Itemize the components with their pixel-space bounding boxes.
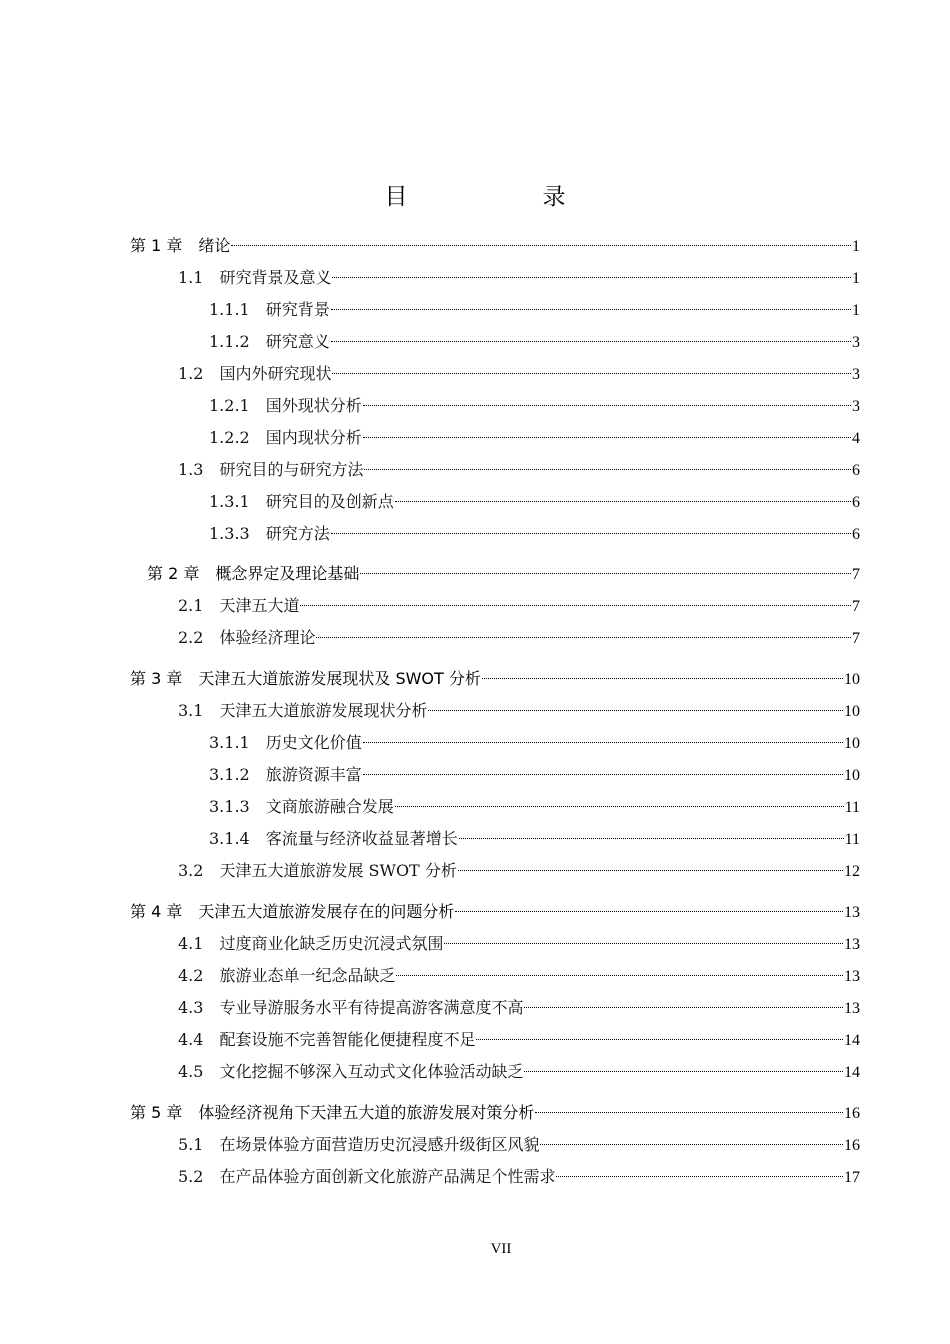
dot-leader [363,774,843,775]
toc-entry-label: 3.1.1 历史文化价值 [209,733,362,752]
toc-entry-label: 1.2 国内外研究现状 [178,364,332,383]
dot-leader [540,1144,843,1145]
dot-leader [316,637,851,638]
toc-page-number: 16 [844,1137,860,1154]
dot-leader [363,437,851,438]
toc-page-number: 7 [852,630,860,647]
toc-page-number: 13 [844,936,860,953]
dot-leader [444,943,843,944]
toc-section-entry[interactable] [178,1028,860,1052]
toc-section-entry[interactable] [178,699,860,723]
dot-leader [363,742,843,743]
toc-entry-label: 第 1 章 绪论 [130,236,231,255]
dot-leader [459,838,844,839]
toc-page-number: 7 [852,566,860,583]
dot-leader [524,1071,843,1072]
toc-page-number: 1 [852,238,860,255]
toc-chapter-entry[interactable] [130,234,860,258]
toc-section-entry[interactable] [178,964,860,988]
toc-section-entry[interactable] [209,827,860,851]
dot-leader [331,533,851,534]
toc-section-entry[interactable] [209,330,860,354]
toc-page-number: 1 [852,270,860,287]
toc-page-number: 6 [852,526,860,543]
dot-leader [535,1112,843,1113]
toc-entry-label: 3.1.4 客流量与经济收益显著增长 [209,829,458,848]
toc-entry-label: 4.4 配套设施不完善智能化便捷程度不足 [178,1030,476,1049]
toc-page-number: 10 [844,703,860,720]
toc-page-number: 17 [844,1169,860,1186]
dot-leader [524,1007,843,1008]
toc-section-entry[interactable] [209,795,860,819]
toc-section-entry[interactable] [178,362,860,386]
toc-section-entry[interactable] [209,426,860,450]
toc-section-entry[interactable] [178,1060,860,1084]
dot-leader [363,405,851,406]
toc-section-entry[interactable] [178,594,860,618]
toc-entry-label: 1.3 研究目的与研究方法 [178,460,364,479]
toc-entry-label: 第 4 章 天津五大道旅游发展存在的问题分析 [130,902,455,921]
toc-section-entry[interactable] [178,859,860,883]
toc-section-entry[interactable] [178,266,860,290]
toc-page-number: 10 [844,671,860,688]
dot-leader [428,710,843,711]
toc-section-entry[interactable] [209,394,860,418]
dot-leader [395,806,844,807]
toc-chapter-entry[interactable] [147,562,860,586]
toc-entry-label: 4.2 旅游业态单一纪念品缺乏 [178,966,396,985]
toc-entry-label: 4.3 专业导游服务水平有待提高游客满意度不高 [178,998,524,1017]
toc-page-number: 1 [852,302,860,319]
toc-entry-label: 2.1 天津五大道 [178,596,300,615]
page-title: 目 录 [384,184,622,210]
toc-entry-label: 3.1.2 旅游资源丰富 [209,765,362,784]
toc-entry-label: 1.3.3 研究方法 [209,524,330,543]
toc-section-entry[interactable] [209,298,860,322]
dot-leader [476,1039,843,1040]
toc-page-number: 13 [844,968,860,985]
toc-section-entry[interactable] [209,731,860,755]
toc-section-entry[interactable] [178,626,860,650]
toc-section-entry[interactable] [178,932,860,956]
toc-page-number: 16 [844,1105,860,1122]
dot-leader [396,975,843,976]
dot-leader [300,605,851,606]
dot-leader [458,870,843,871]
toc-entry-label: 1.2.2 国内现状分析 [209,428,362,447]
toc-entry-label: 第 5 章 体验经济视角下天津五大道的旅游发展对策分析 [130,1103,535,1122]
toc-entry-label: 3.1.3 文商旅游融合发展 [209,797,394,816]
toc-entry-label: 1.2.1 国外现状分析 [209,396,362,415]
toc-section-entry[interactable] [178,1133,860,1157]
toc-entry-label: 1.1.1 研究背景 [209,300,330,319]
toc-page-number: 6 [852,462,860,479]
dot-leader [482,678,843,679]
toc-entry-label: 5.1 在场景体验方面营造历史沉浸感升级街区风貌 [178,1135,540,1154]
toc-chapter-entry[interactable] [130,900,860,924]
toc-page-number: 3 [852,398,860,415]
dot-leader [360,573,851,574]
toc-section-entry[interactable] [178,996,860,1020]
toc-entry-label: 3.1 天津五大道旅游发展现状分析 [178,701,428,720]
toc-entry-label: 4.5 文化挖掘不够深入互动式文化体验活动缺乏 [178,1062,524,1081]
toc-page-number: 10 [844,767,860,784]
toc-entry-label: 5.2 在产品体验方面创新文化旅游产品满足个性需求 [178,1167,556,1186]
toc-section-entry[interactable] [209,522,860,546]
toc-page-number: 6 [852,494,860,511]
toc-page-number: 3 [852,334,860,351]
toc-page-number: 14 [844,1032,860,1049]
dot-leader [395,501,851,502]
toc-entry-label: 4.1 过度商业化缺乏历史沉浸式氛围 [178,934,444,953]
toc-chapter-entry[interactable] [130,1101,860,1125]
toc-entry-label: 第 3 章 天津五大道旅游发展现状及 SWOT 分析 [130,669,481,688]
dot-leader [331,341,851,342]
toc-entry-label: 1.1.2 研究意义 [209,332,330,351]
dot-leader [332,277,851,278]
dot-leader [364,469,851,470]
toc-page-number: 4 [852,430,860,447]
toc-page-number: 13 [844,1000,860,1017]
dot-leader [556,1176,843,1177]
toc-entry-label: 3.2 天津五大道旅游发展 SWOT 分析 [178,861,457,880]
toc-page-number: 11 [844,831,860,848]
toc-entry-label: 1.3.1 研究目的及创新点 [209,492,394,511]
toc-entry-label: 第 2 章 概念界定及理论基础 [147,564,360,583]
toc-section-entry[interactable] [178,1165,860,1189]
toc-page-number: 11 [844,799,860,816]
toc-section-entry[interactable] [178,458,860,482]
page-number-footer: VII [490,1241,512,1257]
dot-leader [231,245,851,246]
toc-entry-label: 1.1 研究背景及意义 [178,268,332,287]
toc-section-entry[interactable] [209,490,860,514]
toc-page-number: 12 [844,863,860,880]
toc-section-entry[interactable] [209,763,860,787]
dot-leader [455,911,843,912]
toc-page-number: 14 [844,1064,860,1081]
toc-entry-label: 2.2 体验经济理论 [178,628,316,647]
dot-leader [331,309,851,310]
toc-page-number: 10 [844,735,860,752]
toc-page-number: 13 [844,904,860,921]
toc-page-number: 3 [852,366,860,383]
dot-leader [332,373,851,374]
toc-chapter-entry[interactable] [130,667,860,691]
toc-page-number: 7 [852,598,860,615]
